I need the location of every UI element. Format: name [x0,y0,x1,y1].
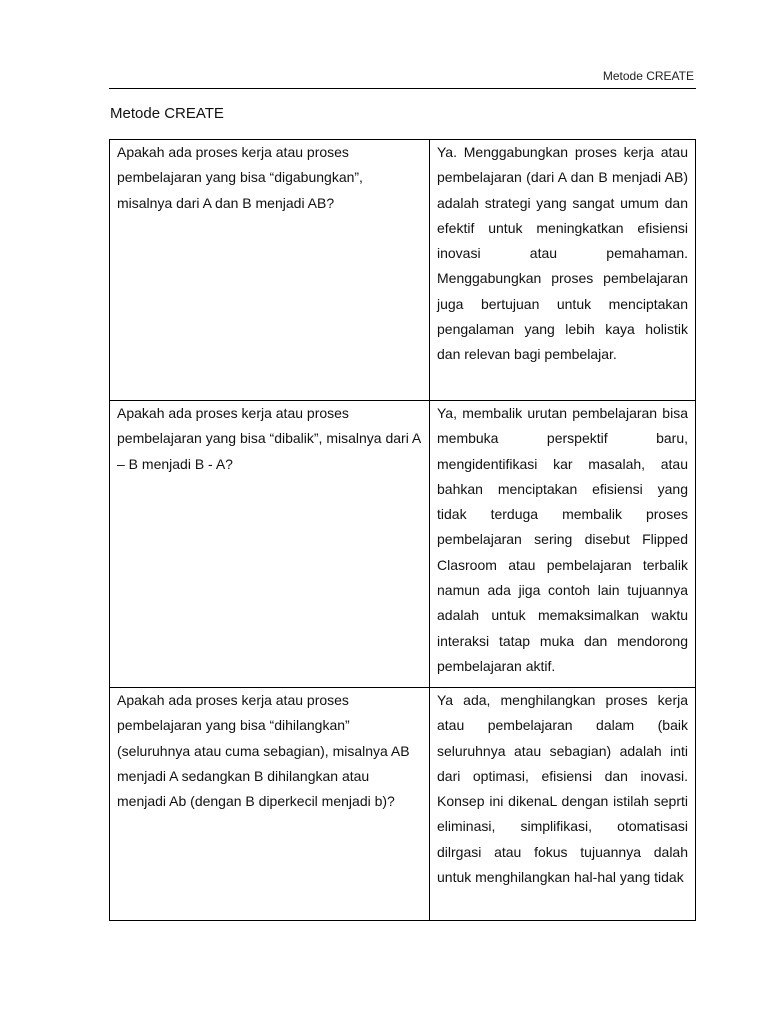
question-text: Apakah ada proses kerja atau proses pembelajaran yang bisa “dibalik”, misalnya dari A – B menjadi B - A? [117,405,421,472]
table-row [110,688,696,921]
header-rule [109,88,696,89]
question-cell [110,140,430,401]
table-row [110,401,696,688]
question-text: Apakah ada proses kerja atau proses pembelajaran yang bisa “dihilangkan” (seluruhnya atau cuma sebagian), misalnya AB menjadi A sedangkan B dihilangkan atau menjadi Ab (dengan B diperkecil menjadi b)? [117,692,410,810]
running-header: Metode CREATE [602,69,694,83]
answer-cell [430,401,696,688]
question-text: Apakah ada proses kerja atau proses pembelajaran yang bisa “digabungkan”, misalnya dari A dan B menjadi AB? [117,144,363,211]
table-row [110,140,696,401]
question-cell [110,401,430,688]
answer-text: Ya ada, menghilangkan proses kerja atau pembelajaran dalam (baik seluruhnya atau sebagian) adalah inti dari optimasi, efisiensi dan inovasi. Konsep ini dikenaL dengan istilah seprti eliminasi, simplifikasi, otomatisasi dilrgasi atau fokus tujuannya dalah untuk menghilangkan hal-hal yang tidak [437,692,688,886]
document-title: Metode CREATE [110,105,224,122]
answer-text: Ya, membalik urutan pembelajaran bisa membuka perspektif baru, mengidentifikasi kar masalah, atau bahkan menciptakan efisiensi yang tidak terduga membalik proses pembelajaran sering disebut Flipped Clasroom atau pembelajaran terbalik namun ada jiga contoh lain tujuannya adalah untuk memaksimalkan waktu interaksi tatap muka dan mendorong pembelajaran aktif. [437,405,688,674]
answer-text: Ya. Menggabungkan proses kerja atau pembelajaran (dari A dan B menjadi AB) adalah strategi yang sangat umum dan efektif untuk meningkatkan efisiensi inovasi atau pemahaman. Menggabungkan proses pembelajaran juga bertujuan untuk menciptakan pengalaman yang lebih kaya holistik dan relevan bagi pembelajar. [437,144,688,363]
answer-cell [430,140,696,401]
question-cell [110,688,430,921]
answer-cell [430,688,696,921]
qa-table [109,139,696,921]
